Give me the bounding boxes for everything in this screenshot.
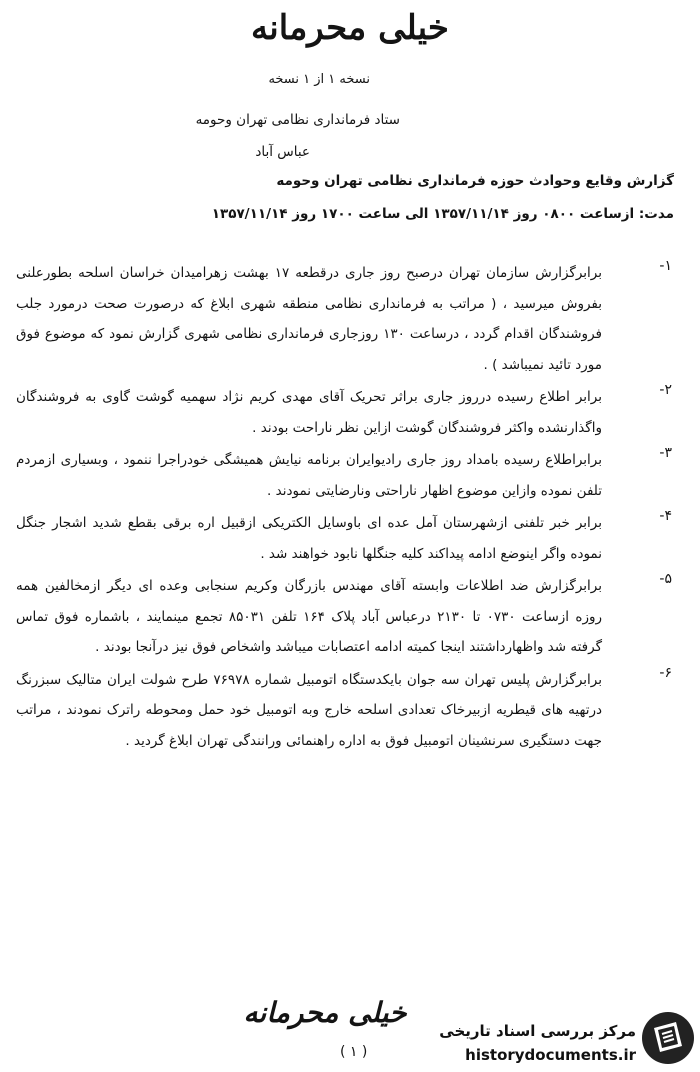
report-title: گزارش وقایع وحوادث حوزه فرمانداری نظامی تهران وحومه: [276, 173, 674, 189]
classification-stamp-top: خیلی محرمانه: [251, 8, 449, 48]
item-number: ۴-: [659, 508, 672, 524]
item-text: برابرگزارش ضد اطلاعات وابسته آقای مهندس بازرگان وکریم سنجابی وعده ای دیگر ازمخالفین همه روزه ازساعت ۰۷۳۰ تا ۲۱۳۰ درعباس آباد پلاک ۱۶۴ تلفن ۸۵۰۳۱ تجمع مینمایند ، باشماره فوق تماس گرفته شد واظهارداشتند اینجا کمیته ادامه اعتصابات میباشد واشخاص فوق نیز درآنجا بودند .: [16, 578, 603, 655]
report-item-2: [16, 382, 672, 443]
report-item-1: [16, 258, 672, 380]
report-item-3: [16, 445, 672, 506]
item-text: برابراطلاع رسیده بامداد روز جاری رادیوایران برنامه نیایش همیشگی خودراجرا ننمود ، وبسیاری ازمردم تلفن نموده وازاین موضوع اظهار ناراحتی ونارضایتی نمودند .: [16, 452, 602, 499]
watermark-url: historydocuments.ir: [465, 1046, 636, 1064]
headquarters-line: ستاد فرمانداری نظامی تهران وحومه: [195, 112, 400, 128]
item-text: برابرگزارش پلیس تهران سه جوان بایکدستگاه اتومبیل شماره ۷۶۹۷۸ طرح شولت ایران متالیک سبزرنگ درتهیه های قیطریه ازبیرخاک تعدادی اسلحه خارج وبه اتومبیل خود حمل ومحوطه راترک نمودند ، مراتب جهت دستگیری سرنشینان اتومبیل فوق به اداره راهنمائی ورانندگی تهران ابلاغ گردید .: [16, 671, 602, 749]
item-text: برابرگزارش سازمان تهران درصبح روز جاری درقطعه ۱۷ بهشت زهرامیدان خراسان اسلحه بطورعلنی بفروش میرسید ، ( مراتب به فرمانداری نظامی منطقه شهری ابلاغ که درصورت صحت درمورد جلب فروشندگان اقدام گردد ، درساعت ۱۳۰ روزجاری فرمانداری نظامی شهری گزارش نمود که موضوع فوق مورد تائید نمیباشد ) .: [16, 265, 603, 373]
report-item-6: [16, 665, 672, 757]
item-number: ۵-: [659, 571, 672, 587]
copy-number-line: نسخه ۱ از ۱ نسخه: [268, 72, 370, 87]
report-item-4: [16, 508, 672, 569]
item-number: ۶-: [659, 664, 672, 681]
report-period: مدت: ازساعت ۰۸۰۰ روز ۱۳۵۷/۱۱/۱۴ الی ساعت ۱۷۰۰ روز ۱۳۵۷/۱۱/۱۴: [211, 206, 674, 222]
item-number: ۳-: [659, 445, 672, 461]
item-number: ۲-: [659, 382, 672, 398]
watermark-title: مرکز بررسی اسناد تاریخی: [439, 1022, 636, 1040]
report-items: [16, 258, 672, 758]
item-text: برابر خبر تلفنی ازشهرستان آمل عده ای باوسایل الکتریکی ازقبیل اره برقی بقطع شدید اشجار جنگل نموده واگر اینوضع ادامه پیداکند کلیه جنگلها نابود خواهند شد .: [16, 515, 602, 562]
location-line: عباس آباد: [255, 144, 310, 160]
item-number: ۱-: [659, 258, 672, 274]
report-item-5: [16, 571, 672, 663]
watermark: [424, 1002, 700, 1072]
document-center-logo-icon: [640, 1010, 696, 1066]
classification-stamp-bottom: خیلی محرمانه: [243, 996, 407, 1029]
item-text: برابر اطلاع رسیده درروز جاری براثر تحریک آقای مهدی کریم نژاد سهمیه گوشت گاوی به فروشندگان واگذارنشده واکثر فروشندگان گوشت ازاین نظر ناراحت بودند .: [16, 389, 602, 436]
page-number: ( ۱ ): [340, 1044, 368, 1060]
